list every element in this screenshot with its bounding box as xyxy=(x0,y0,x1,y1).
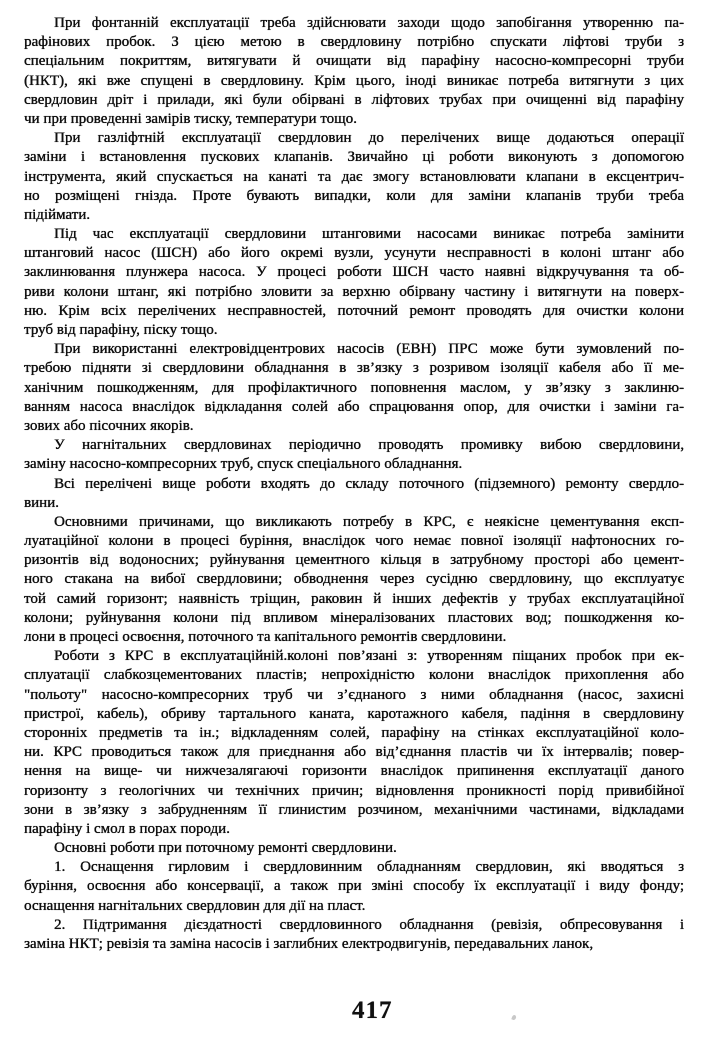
text-line: спеціальним покриттям, витягувати й очищати від парафіну насосно-компресорні труби xyxy=(24,53,684,70)
text-line: ню. Крім всіх перелічених несправностей, поточний ремонт проводять для очистки колони xyxy=(24,302,684,319)
text-line: зони в зв’язку з забрудненням її глинистим розчином, механічними частинами, відкладами xyxy=(24,801,684,818)
text-line: інструмента, який спускається на канаті та дає змогу встановлювати клапани в ексцентрич- xyxy=(24,168,684,185)
text-line: ханічним пошкодженням, для профілактичного поповнення маслом, у зв’язку з заклиню- xyxy=(24,379,684,396)
text-line: пристрої, кабель), обриву тартального каната, каротажного кабеля, падіння в свердловину xyxy=(24,705,684,722)
text-line: Всі перелічені вище роботи входять до складу поточного (підземного) ремонту свердло- xyxy=(54,475,684,492)
text-line: но розміщені гнізда. Проте бувають випадки, коли для заміни клапанів труби треба xyxy=(24,187,684,204)
paragraph xyxy=(24,475,684,513)
text-line: "польоту" насосно-компресорних труб чи з’єднаного з ними обладнання (насос, захисні xyxy=(24,686,684,703)
text-line: вини. xyxy=(24,494,59,511)
text-line: риви колони штанг, які потрібно зловити за верхню обірвану частину і витягнути на поверх- xyxy=(24,283,684,300)
text-line: ризонтів від водоносних; руйнування цементного кільця в затрубному просторі або цемент- xyxy=(24,552,684,569)
text-line: При використанні електровідцентрових насосів (ЕВН) ПРС може бути зумовлений по- xyxy=(54,341,684,358)
paragraph xyxy=(24,129,684,225)
text-line: ни. КРС проводиться також для приєднання або від’єднання пластів чи їх інтервалів; повер- xyxy=(24,744,684,761)
document-page xyxy=(24,14,684,954)
paragraph xyxy=(24,647,684,839)
text-line: Основними причинами, що викликають потребу в КРС, є неякісне цементування експ- xyxy=(54,513,684,530)
text-line: підіймати. xyxy=(24,206,91,223)
text-line: заміни і встановлення пускових клапанів. Звичайно ці роботи виконують з допомогою xyxy=(24,149,684,166)
paragraph xyxy=(24,839,684,858)
text-line: ного стакана на вибої свердловини; обводнення через сусідню свердловину, що експлуатує xyxy=(24,571,684,588)
text-line: парафіну і смол в порах породи. xyxy=(24,820,230,837)
text-line: зових або пісочних якорів. xyxy=(24,417,194,434)
text-line: заміна НКТ; ревізія та заміна насосів і заглибних електродвигунів, передавальних ланок, xyxy=(24,936,594,952)
text-line: ванням насоса внаслідок відкладання солей або спрацювання опор, для очистки і заміни га- xyxy=(24,398,684,415)
text-line: (НКТ), які вже спущені в свердловину. Крім цього, іноді виникає потреба витягнути з цих xyxy=(24,72,684,89)
text-line: колони; руйнування колони під впливом мінералізованих пластових вод; пошкодження ко- xyxy=(24,609,684,626)
paragraph xyxy=(24,858,684,916)
text-line: оснащення нагнітальних свердловин для дії на пласт. xyxy=(24,897,366,914)
text-line: 1. Оснащення гирловим і свердловинним обладнанням свердловин, які вводяться з xyxy=(54,859,684,876)
text-line: рафінових пробок. З цією метою в свердловину потрібно спускати ліфтові труби з xyxy=(24,34,684,51)
text-line: требою підняти зі свердловини обладнання в зв’язку з розривом ізоляції кабеля або її ме- xyxy=(24,360,684,377)
paragraph xyxy=(24,916,684,954)
paragraph xyxy=(24,14,684,129)
text-line: У нагнітальних свердловинах періодично проводять промивку вибою свердловини, xyxy=(54,437,684,454)
text-line: горизонту з геологічних чи технічних причин; відновлення проникності порід привибійної xyxy=(24,782,684,799)
text-line: луатаційної колони в процесі буріння, внаслідок чого немає повної ізоляції нафтоносних го- xyxy=(24,533,684,550)
text-line: заміну насосно-компресорних труб, спуск спеціального обладнання. xyxy=(24,456,463,473)
scan-artifact-dot xyxy=(511,1014,516,1020)
text-line: Роботи з КРС в експлуатаційній.колоні пов’язані з: утворенням піщаних пробок при ек- xyxy=(54,648,684,665)
text-line: чи при проведенні замірів тиску, температури тощо. xyxy=(24,110,357,127)
text-line: штанговий насос (ШСН) або його окремі вузли, усунути несправності в колоні штанг або xyxy=(24,245,684,262)
text-line: 2. Підтримання дієздатності свердловинного обладнання (ревізія, обпресовування і xyxy=(54,916,684,933)
text-line: сторонніх предметів та ін.; відкладенням солей, парафіну на стінках експлуатаційної коло- xyxy=(24,724,684,741)
text-line: труб від парафіну, піску тощо. xyxy=(24,322,218,338)
text-line: лони в процесі освоєння, поточного та капітального ремонтів свердловини. xyxy=(24,629,507,645)
page-number: 417 xyxy=(352,997,393,1024)
text-line: свердловин дріт і прилади, які були обірвані в ліфтових трубах при очищенні від парафіну xyxy=(24,91,684,108)
text-line: При газліфтній експлуатації свердловин до перелічених вище додаються операції xyxy=(54,130,684,147)
text-line: При фонтанній експлуатації треба здійснювати заходи щодо запобігання утворенню па- xyxy=(54,15,684,31)
text-line: буріння, освоєння або консервації, а також при зміні способу їх експлуатації і виду фонду; xyxy=(24,878,684,895)
text-line: заклинювання плунжера насоса. У процесі роботи ШСН часто наявні відкручування та об- xyxy=(24,264,684,281)
text-line: той самий горизонт; наявність тріщин, раковин й інших дефектів у трубах експлуатаційної xyxy=(24,590,684,607)
paragraph xyxy=(24,436,684,474)
text-line: нення на вище- чи нижчезалягаючі горизонти внаслідок припинення експлуатації даного xyxy=(24,763,684,780)
paragraph xyxy=(24,225,684,340)
text-line: сплуатації слабкозцементованих пластів; непрохідністю колони внаслідок прихоплення або xyxy=(24,667,684,684)
text-line: Під час експлуатації свердловини штанговими насосами виникає потреба замінити xyxy=(54,226,684,243)
page-text xyxy=(24,14,684,954)
paragraph xyxy=(24,340,684,436)
text-line: Основні роботи при поточному ремонті свердловини. xyxy=(54,840,397,857)
paragraph xyxy=(24,513,684,647)
